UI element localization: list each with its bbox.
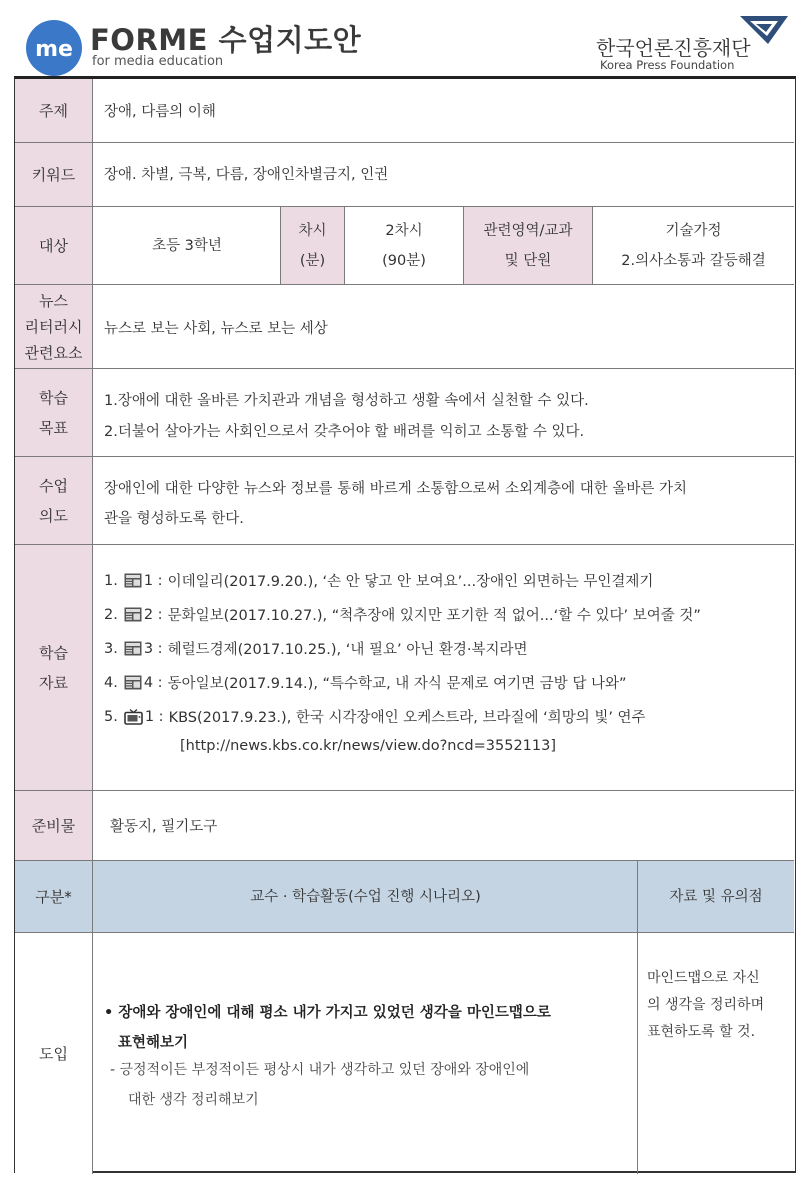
brand-subtitle: for media education xyxy=(92,54,224,69)
newspaper-icon xyxy=(124,607,142,622)
prep-value: 활동지, 필기도구 xyxy=(110,819,218,835)
area-label-cell xyxy=(463,207,592,284)
materials-label: 학습 자료 xyxy=(15,545,93,790)
row-intro xyxy=(15,933,794,1174)
row-intent xyxy=(15,457,794,545)
row-topic xyxy=(15,79,794,143)
newspaper-icon xyxy=(124,641,142,656)
target-label: 대상 xyxy=(15,207,93,284)
goal-line-2: 2.더불어 살아가는 사회인으로서 갖추어야 할 배려를 익히고 소통할 수 있다. xyxy=(104,424,585,440)
page-header xyxy=(0,0,810,76)
row-literacy xyxy=(15,285,794,369)
prep-label: 준비물 xyxy=(15,791,93,860)
row-target xyxy=(15,207,794,285)
intro-note-3: 표현하도록 할 것. xyxy=(647,1024,756,1040)
goals-label: 학습 목표 xyxy=(15,369,93,456)
area-value-cell xyxy=(592,207,794,284)
org-subtitle: Korea Press Foundation xyxy=(600,58,735,72)
session-value-cell xyxy=(344,207,463,284)
intro-sub-line-1: - 긍정적이든 부정적이든 평상시 내가 생각하고 있던 장애와 장애인에 xyxy=(110,1062,530,1078)
literacy-label: 뉴스 리터러시 관련요소 xyxy=(15,285,93,368)
intro-bullet-line-1: • 장애와 장애인에 대해 평소 내가 가지고 있었던 생각을 마인드맵으로 xyxy=(104,1005,551,1021)
intro-label: 도입 xyxy=(15,933,93,1174)
org-name: 한국언론진흥재단 xyxy=(596,36,751,60)
intro-note-2: 의 생각을 정리하며 xyxy=(647,997,765,1013)
material-url-link[interactable]: [http://news.kbs.co.kr/news/view.do?ncd=3552113] xyxy=(180,738,557,754)
area-value-2: 2.의사소통과 갈등해결 xyxy=(621,252,766,269)
col-category-header: 구분* xyxy=(15,861,93,932)
session-value-1: 2차시 xyxy=(385,222,423,239)
session-label-1: 차시 xyxy=(298,222,327,239)
material-item[interactable]: 3. 3 : 헤럴드경제(2017.10.25.), ‘내 필요’ 아닌 환경·복지라면 xyxy=(104,640,528,658)
material-item[interactable]: 5. 1 : KBS(2017.9.23.), 한국 시각장애인 오케스트라, 브라질에 ‘희망의 빛’ 연주 xyxy=(104,708,646,726)
material-item[interactable]: 4. 4 : 동아일보(2017.9.14.), “특수학교, 내 자식 문제로 여기면 금방 답 나와” xyxy=(104,674,627,692)
activity-header-row xyxy=(15,861,794,933)
intent-line-1: 장애인에 대한 다양한 뉴스와 정보를 통해 바르게 소통함으로써 소외계층에 대한 올바른 가치 xyxy=(104,481,687,497)
area-label-1: 관련영역/교과 xyxy=(483,222,573,239)
forme-logo-icon xyxy=(26,20,82,76)
session-label-2: (분) xyxy=(299,252,326,269)
intro-bullet-line-2: 표현해보기 xyxy=(118,1035,189,1051)
material-item[interactable]: 1. 1 : 이데일리(2017.9.20.), ‘손 안 닿고 안 보여요’...장애인 외면하는 무인결제기 xyxy=(104,572,654,590)
lesson-plan-table xyxy=(14,76,796,1173)
goal-line-1: 1.장애에 대한 올바른 가치관과 개념을 형성하고 생활 속에서 실천할 수 있다. xyxy=(104,393,589,409)
intro-sub-line-2: 대한 생각 정리해보기 xyxy=(128,1092,259,1108)
intro-notes-cell xyxy=(637,933,794,1174)
intent-label: 수업 의도 xyxy=(15,457,93,544)
keywords-label: 키워드 xyxy=(15,143,93,206)
col-notes-header: 자료 및 유의점 xyxy=(637,861,794,932)
intent-line-2: 관을 형성하도록 한다. xyxy=(104,511,244,527)
row-materials xyxy=(15,545,794,791)
row-goals xyxy=(15,369,794,457)
col-activity-header: 교수 · 학습활동(수업 진행 시나리오) xyxy=(94,861,637,932)
topic-label: 주제 xyxy=(15,79,93,142)
brand-title: FORME 수업지도안 xyxy=(90,23,362,57)
logo-text: me xyxy=(35,37,73,62)
intro-note-1: 마인드맵으로 자신 xyxy=(647,970,760,986)
tv-icon xyxy=(124,709,143,725)
newspaper-icon xyxy=(124,573,142,588)
row-keywords xyxy=(15,143,794,207)
newspaper-icon xyxy=(124,675,142,690)
grade-value: 초등 3학년 xyxy=(152,237,222,254)
topic-value: 장애, 다름의 이해 xyxy=(104,104,216,120)
area-value-1: 기술가정 xyxy=(665,222,722,239)
row-prep xyxy=(15,791,794,861)
session-value-2: (90분) xyxy=(382,252,426,269)
grade-cell xyxy=(94,207,280,284)
kpf-logo-icon xyxy=(738,14,790,46)
area-label-2: 및 단원 xyxy=(504,252,552,269)
literacy-value: 뉴스로 보는 사회, 뉴스로 보는 세상 xyxy=(104,321,328,337)
keywords-value: 장애. 차별, 극복, 다름, 장애인차별금지, 인권 xyxy=(104,167,389,183)
session-label-cell xyxy=(280,207,344,284)
material-item[interactable]: 2. 2 : 문화일보(2017.10.27.), “척추장애 있지만 포기한 적 없어...‘할 수 있다’ 보여줄 것” xyxy=(104,606,701,624)
